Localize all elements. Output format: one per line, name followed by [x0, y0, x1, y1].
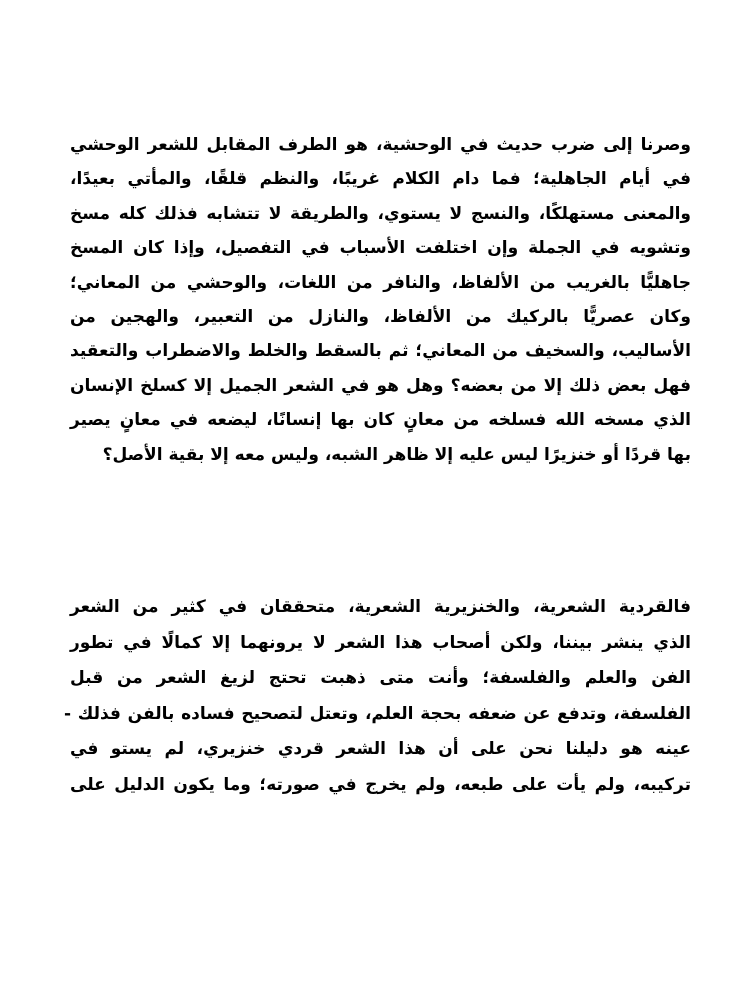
- text-line: الفن والعلم والفلسفة؛ وأنت متى ذهبت تحتج لزيغ الشعر من قبل: [70, 668, 691, 688]
- text-line: عينه هو دليلنا نحن على أن هذا الشعر قردي خنزيري، لم يستو في: [70, 739, 691, 759]
- text-line: الأساليب، والسخيف من المعاني؛ ثم بالسقط والخلط والاضطراب والتعقيد: [70, 341, 691, 362]
- text-line: فهل بعض ذلك إلا من بعضه؟ وهل هو في الشعر الجميل إلا كسلخ الإنسان: [70, 375, 691, 396]
- text-line: بها قردًا أو خنزيرًا ليس عليه إلا ظاهر الشبه، وليس معه إلا بقية الأصل؟: [102, 444, 691, 465]
- text-line: جاهليًّا بالغريب من الألفاظ، والنافر من اللغات، والوحشي من المعاني؛: [70, 272, 691, 293]
- text-line: وكان عصريًّا بالركيك من الألفاظ، والنازل من التعبير، والهجين من: [70, 306, 691, 327]
- paragraph-2: [64, 590, 691, 803]
- text-line: فالقردية الشعرية، والخنزيرية الشعرية، متحققان في كثير من الشعر: [70, 597, 691, 617]
- text-line: تركيبه، ولم يأت على طبعه، ولم يخرج في صورته؛ وما يكون الدليل على: [70, 774, 691, 795]
- text-line: في أيام الجاهلية؛ فما دام الكلام غريبًا، والنظم قلقًا، والمأتي بعيدًا،: [70, 169, 691, 190]
- text-line: الذي ينشر بيننا، ولكن أصحاب هذا الشعر لا يرونهما إلا كمالًا في تطور: [70, 632, 691, 653]
- text-line: الفلسفة، وتدفع عن ضعفه بحجة العلم، وتعتل لتصحيح فساده بالفن فذلك -: [64, 703, 691, 724]
- text-line: وصرنا إلى ضرب حديث في الوحشية، هو الطرف المقابل للشعر الوحشي: [70, 135, 691, 155]
- text-line: والمعنى مستهلكًا، والنسج لا يستوي، والطريقة لا تتشابه فذلك كله مسخ: [70, 203, 691, 224]
- paragraph-1: [70, 128, 691, 472]
- text-line: وتشويه في الجملة وإن اختلفت الأسباب في التفصيل، وإذا كان المسخ: [70, 238, 691, 259]
- text-line: الذي مسخه الله فسلخه من معانٍ كان بها إنسانًا، ليضعه في معانٍ يصير: [70, 410, 691, 431]
